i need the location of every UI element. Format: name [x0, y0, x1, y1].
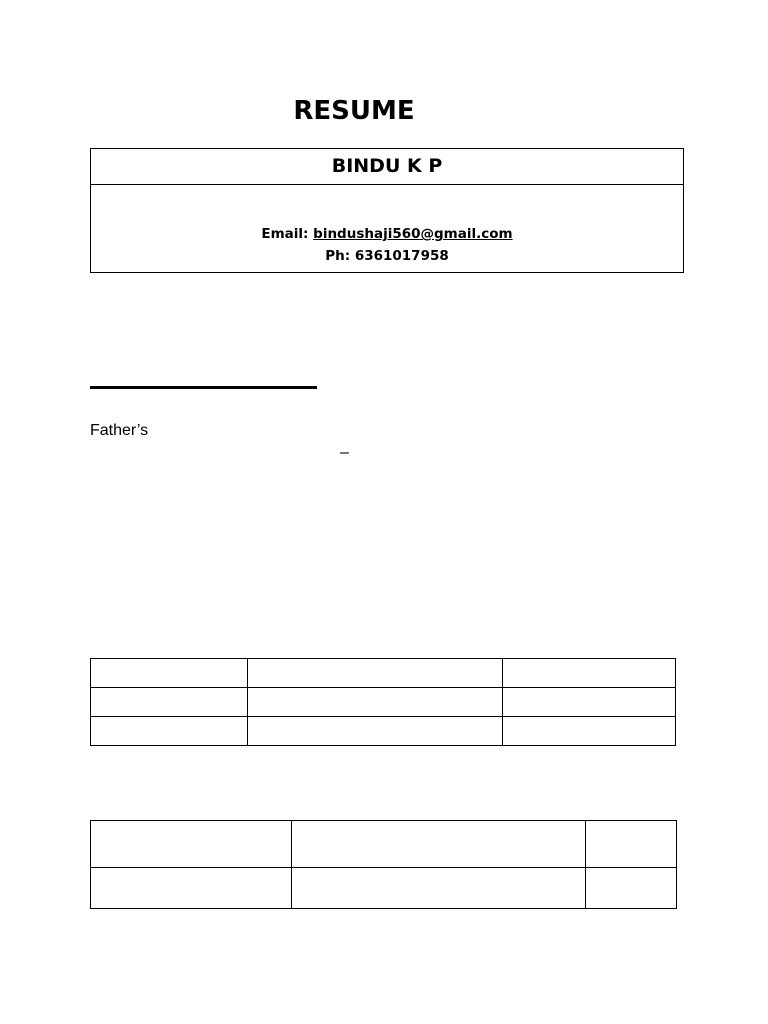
contact-box: [90, 148, 684, 273]
table-row: [91, 868, 677, 909]
table-row: [91, 688, 676, 717]
table-cell: [91, 821, 292, 868]
table-cell: [248, 659, 503, 688]
section-rule: [90, 386, 317, 389]
table-cell: [586, 868, 677, 909]
table-cell: [91, 659, 248, 688]
table-cell: [503, 659, 676, 688]
contact-details: [91, 223, 683, 267]
qualification-table: [90, 658, 676, 746]
table-cell: [503, 717, 676, 746]
email-link[interactable]: bindushaji560@gmail.com: [313, 226, 513, 242]
fathers-label: Father’s: [90, 422, 149, 439]
table-cell: [248, 688, 503, 717]
experience-table: [90, 820, 677, 909]
email-label: Email:: [261, 226, 314, 242]
table-cell: [503, 688, 676, 717]
table-cell: [248, 717, 503, 746]
candidate-name: BINDU K P: [91, 149, 683, 185]
phone-line: Ph: 6361017958: [325, 248, 449, 264]
table-row: [91, 659, 676, 688]
table-row: [91, 821, 677, 868]
table-cell: [91, 688, 248, 717]
table-row: [91, 717, 676, 746]
table-cell: [292, 868, 586, 909]
table-cell: [292, 821, 586, 868]
table-cell: [586, 821, 677, 868]
table-cell: [91, 717, 248, 746]
table-cell: [91, 868, 292, 909]
email-line: [91, 223, 683, 245]
page-title: RESUME: [293, 96, 415, 126]
dash-mark: –: [340, 444, 349, 461]
